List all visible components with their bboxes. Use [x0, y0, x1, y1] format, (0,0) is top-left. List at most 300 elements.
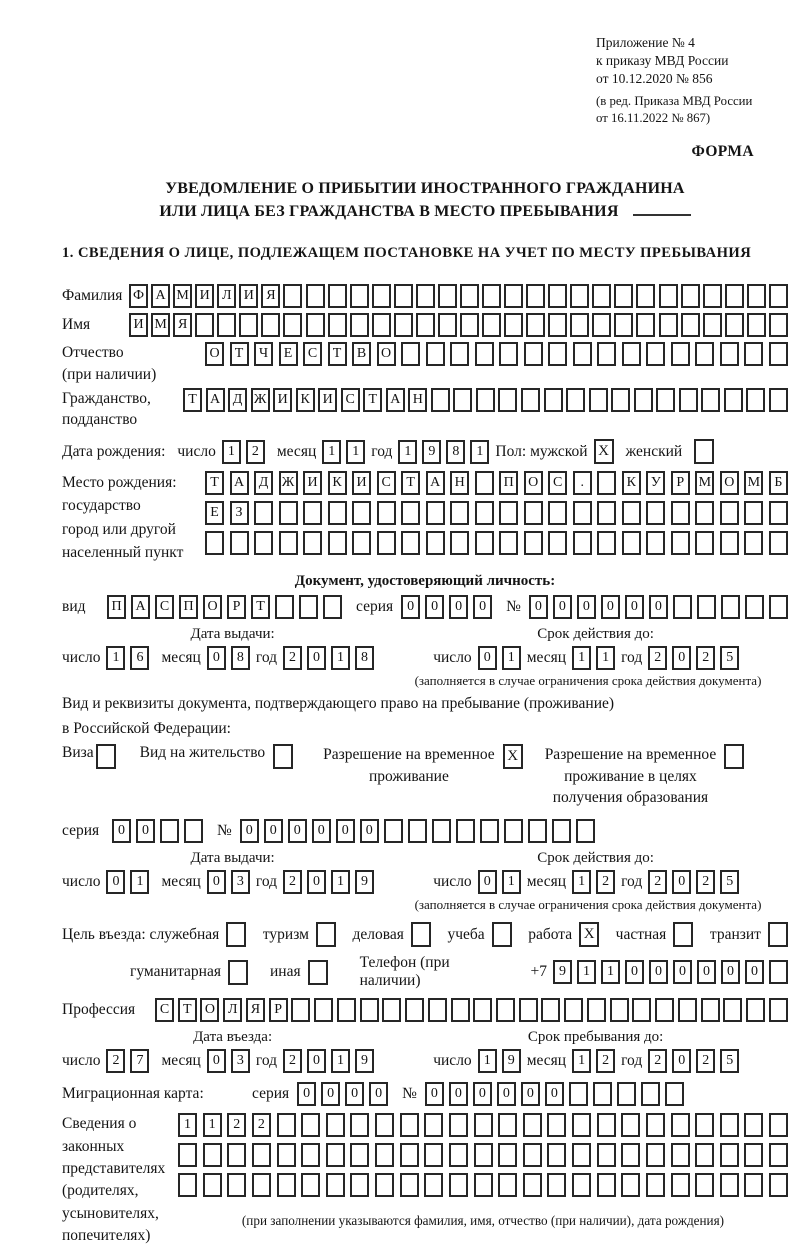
char-cell[interactable]	[720, 501, 739, 525]
char-cell[interactable]	[230, 531, 249, 555]
char-cell[interactable]	[573, 531, 592, 555]
char-cell[interactable]: Е	[205, 501, 224, 525]
char-cell[interactable]	[460, 313, 479, 337]
char-cell[interactable]	[548, 501, 567, 525]
char-cell[interactable]	[352, 501, 371, 525]
char-cell[interactable]	[375, 1173, 394, 1197]
char-cell[interactable]	[570, 284, 589, 308]
char-cell[interactable]	[614, 284, 633, 308]
char-cell[interactable]: 1	[577, 960, 596, 984]
char-cell[interactable]: Н	[408, 388, 427, 412]
char-cell[interactable]	[576, 819, 595, 843]
char-cell[interactable]	[746, 998, 765, 1022]
char-cell[interactable]	[474, 1173, 493, 1197]
char-cell[interactable]	[498, 1173, 517, 1197]
char-cell[interactable]	[301, 1173, 320, 1197]
char-cell[interactable]	[725, 313, 744, 337]
char-cell[interactable]	[350, 1173, 369, 1197]
char-cell[interactable]: А	[230, 471, 249, 495]
char-cell[interactable]	[597, 531, 616, 555]
char-cell[interactable]: 0	[288, 819, 307, 843]
char-cell[interactable]: 3	[231, 870, 250, 894]
char-cell[interactable]	[428, 998, 447, 1022]
char-cell[interactable]	[178, 1143, 197, 1167]
char-cell[interactable]	[671, 1143, 690, 1167]
char-cell[interactable]	[372, 284, 391, 308]
char-cell[interactable]: Д	[254, 471, 273, 495]
char-cell[interactable]	[254, 501, 273, 525]
char-cell[interactable]	[720, 1143, 739, 1167]
char-cell[interactable]	[597, 471, 616, 495]
char-cell[interactable]: 5	[720, 870, 739, 894]
char-cell[interactable]	[160, 819, 179, 843]
char-cell[interactable]	[593, 1082, 612, 1106]
char-cell[interactable]: С	[303, 342, 322, 366]
char-cell[interactable]: 0	[478, 870, 497, 894]
char-cell[interactable]	[544, 388, 563, 412]
char-cell[interactable]	[617, 1082, 636, 1106]
char-cell[interactable]: 2	[648, 1049, 667, 1073]
char-cell[interactable]: О	[377, 342, 396, 366]
char-cell[interactable]: А	[151, 284, 170, 308]
char-cell[interactable]: К	[296, 388, 315, 412]
char-cell[interactable]	[573, 342, 592, 366]
char-cell[interactable]	[632, 998, 651, 1022]
char-cell[interactable]	[337, 998, 356, 1022]
char-cell[interactable]: 2	[696, 870, 715, 894]
char-cell[interactable]: 0	[307, 646, 326, 670]
char-cell[interactable]	[275, 595, 294, 619]
char-cell[interactable]	[301, 1143, 320, 1167]
char-cell[interactable]: 1	[106, 646, 125, 670]
char-cell[interactable]: И	[318, 388, 337, 412]
char-cell[interactable]	[499, 501, 518, 525]
char-cell[interactable]	[195, 313, 214, 337]
char-cell[interactable]: Т	[401, 471, 420, 495]
char-cell[interactable]	[277, 1173, 296, 1197]
char-cell[interactable]: 0	[497, 1082, 516, 1106]
char-cell[interactable]	[622, 501, 641, 525]
char-cell[interactable]	[377, 531, 396, 555]
char-cell[interactable]: П	[179, 595, 198, 619]
char-cell[interactable]	[769, 284, 788, 308]
char-cell[interactable]: 0	[106, 870, 125, 894]
char-cell[interactable]	[636, 284, 655, 308]
char-cell[interactable]	[659, 284, 678, 308]
purpose-other-checkbox[interactable]	[308, 960, 328, 985]
char-cell[interactable]: Т	[328, 342, 347, 366]
char-cell[interactable]: 0	[112, 819, 131, 843]
char-cell[interactable]	[597, 1173, 616, 1197]
char-cell[interactable]: Ж	[279, 471, 298, 495]
char-cell[interactable]	[665, 1082, 684, 1106]
char-cell[interactable]: Ф	[129, 284, 148, 308]
char-cell[interactable]	[747, 284, 766, 308]
char-cell[interactable]	[203, 1173, 222, 1197]
char-cell[interactable]	[350, 284, 369, 308]
char-cell[interactable]	[375, 1113, 394, 1137]
char-cell[interactable]	[701, 998, 720, 1022]
char-cell[interactable]	[303, 531, 322, 555]
char-cell[interactable]	[572, 1173, 591, 1197]
char-cell[interactable]: О	[720, 471, 739, 495]
char-cell[interactable]: 1	[398, 440, 417, 464]
char-cell[interactable]: 1	[572, 870, 591, 894]
char-cell[interactable]: 0	[240, 819, 259, 843]
char-cell[interactable]: 1	[331, 646, 350, 670]
char-cell[interactable]: 0	[649, 960, 668, 984]
char-cell[interactable]	[432, 819, 451, 843]
char-cell[interactable]: 2	[283, 870, 302, 894]
char-cell[interactable]	[328, 313, 347, 337]
char-cell[interactable]	[769, 998, 788, 1022]
char-cell[interactable]: У	[646, 471, 665, 495]
char-cell[interactable]	[541, 998, 560, 1022]
char-cell[interactable]: М	[151, 313, 170, 337]
char-cell[interactable]	[352, 531, 371, 555]
char-cell[interactable]	[573, 501, 592, 525]
char-cell[interactable]	[499, 342, 518, 366]
char-cell[interactable]	[655, 998, 674, 1022]
char-cell[interactable]	[611, 388, 630, 412]
char-cell[interactable]	[498, 1113, 517, 1137]
char-cell[interactable]	[610, 998, 629, 1022]
char-cell[interactable]	[252, 1173, 271, 1197]
char-cell[interactable]	[523, 1173, 542, 1197]
char-cell[interactable]	[475, 531, 494, 555]
char-cell[interactable]: 0	[697, 960, 716, 984]
char-cell[interactable]: 0	[207, 870, 226, 894]
char-cell[interactable]	[401, 501, 420, 525]
char-cell[interactable]: 1	[331, 870, 350, 894]
char-cell[interactable]	[303, 501, 322, 525]
char-cell[interactable]	[306, 284, 325, 308]
char-cell[interactable]	[744, 342, 763, 366]
char-cell[interactable]	[350, 1113, 369, 1137]
char-cell[interactable]: 2	[696, 1049, 715, 1073]
char-cell[interactable]: Я	[246, 998, 265, 1022]
char-cell[interactable]	[671, 1173, 690, 1197]
char-cell[interactable]	[695, 1113, 714, 1137]
char-cell[interactable]	[400, 1173, 419, 1197]
char-cell[interactable]: П	[499, 471, 518, 495]
char-cell[interactable]	[769, 1113, 788, 1137]
char-cell[interactable]: 7	[130, 1049, 149, 1073]
char-cell[interactable]: 1	[203, 1113, 222, 1137]
char-cell[interactable]	[291, 998, 310, 1022]
char-cell[interactable]: 5	[720, 646, 739, 670]
char-cell[interactable]: 2	[252, 1113, 271, 1137]
char-cell[interactable]: К	[622, 471, 641, 495]
char-cell[interactable]: Н	[450, 471, 469, 495]
char-cell[interactable]: 0	[521, 1082, 540, 1106]
char-cell[interactable]: Ж	[251, 388, 270, 412]
char-cell[interactable]: 1	[331, 1049, 350, 1073]
char-cell[interactable]	[659, 313, 678, 337]
char-cell[interactable]	[449, 1113, 468, 1137]
char-cell[interactable]: 1	[470, 440, 489, 464]
char-cell[interactable]: 2	[648, 870, 667, 894]
char-cell[interactable]: 0	[425, 1082, 444, 1106]
char-cell[interactable]	[375, 1143, 394, 1167]
char-cell[interactable]	[723, 998, 742, 1022]
char-cell[interactable]	[695, 342, 714, 366]
char-cell[interactable]	[205, 531, 224, 555]
char-cell[interactable]: М	[695, 471, 714, 495]
char-cell[interactable]	[277, 1113, 296, 1137]
char-cell[interactable]: 1	[130, 870, 149, 894]
char-cell[interactable]: Е	[279, 342, 298, 366]
char-cell[interactable]	[382, 998, 401, 1022]
char-cell[interactable]	[227, 1143, 246, 1167]
char-cell[interactable]	[326, 1173, 345, 1197]
char-cell[interactable]: Т	[363, 388, 382, 412]
char-cell[interactable]: 5	[720, 1049, 739, 1073]
purpose-tourism-checkbox[interactable]	[316, 922, 336, 947]
char-cell[interactable]: 1	[502, 870, 521, 894]
char-cell[interactable]: 0	[672, 870, 691, 894]
char-cell[interactable]	[646, 342, 665, 366]
char-cell[interactable]: 0	[601, 595, 620, 619]
char-cell[interactable]	[681, 284, 700, 308]
char-cell[interactable]	[720, 1173, 739, 1197]
char-cell[interactable]	[279, 501, 298, 525]
char-cell[interactable]: С	[341, 388, 360, 412]
char-cell[interactable]: Р	[269, 998, 288, 1022]
char-cell[interactable]	[701, 388, 720, 412]
char-cell[interactable]: 0	[745, 960, 764, 984]
char-cell[interactable]: И	[303, 471, 322, 495]
char-cell[interactable]	[597, 1113, 616, 1137]
char-cell[interactable]	[725, 284, 744, 308]
char-cell[interactable]: Ч	[254, 342, 273, 366]
char-cell[interactable]	[323, 595, 342, 619]
char-cell[interactable]	[547, 1143, 566, 1167]
char-cell[interactable]	[547, 1113, 566, 1137]
char-cell[interactable]	[426, 342, 445, 366]
char-cell[interactable]: 1	[222, 440, 241, 464]
char-cell[interactable]	[474, 1113, 493, 1137]
char-cell[interactable]	[703, 313, 722, 337]
char-cell[interactable]: 2	[648, 646, 667, 670]
char-cell[interactable]	[671, 531, 690, 555]
char-cell[interactable]: 0	[345, 1082, 364, 1106]
char-cell[interactable]	[769, 501, 788, 525]
char-cell[interactable]: 2	[227, 1113, 246, 1137]
char-cell[interactable]: З	[230, 501, 249, 525]
male-checkbox[interactable]: X	[594, 439, 614, 464]
char-cell[interactable]	[328, 531, 347, 555]
char-cell[interactable]	[526, 313, 545, 337]
char-cell[interactable]	[299, 595, 318, 619]
char-cell[interactable]	[747, 313, 766, 337]
char-cell[interactable]	[769, 531, 788, 555]
char-cell[interactable]: 0	[336, 819, 355, 843]
char-cell[interactable]: Д	[228, 388, 247, 412]
char-cell[interactable]	[744, 1113, 763, 1137]
char-cell[interactable]: Т	[251, 595, 270, 619]
char-cell[interactable]	[401, 531, 420, 555]
char-cell[interactable]	[572, 1143, 591, 1167]
char-cell[interactable]: 1	[478, 1049, 497, 1073]
char-cell[interactable]	[769, 388, 788, 412]
char-cell[interactable]	[326, 1113, 345, 1137]
char-cell[interactable]	[695, 501, 714, 525]
char-cell[interactable]	[360, 998, 379, 1022]
char-cell[interactable]	[499, 531, 518, 555]
char-cell[interactable]: А	[386, 388, 405, 412]
char-cell[interactable]	[400, 1143, 419, 1167]
char-cell[interactable]: П	[107, 595, 126, 619]
char-cell[interactable]: Б	[769, 471, 788, 495]
char-cell[interactable]: 2	[596, 870, 615, 894]
purpose-humanitarian-checkbox[interactable]	[228, 960, 248, 985]
char-cell[interactable]: 1	[502, 646, 521, 670]
char-cell[interactable]: 1	[601, 960, 620, 984]
edu-permit-checkbox[interactable]	[724, 744, 744, 769]
char-cell[interactable]: С	[548, 471, 567, 495]
char-cell[interactable]	[671, 342, 690, 366]
char-cell[interactable]	[326, 1143, 345, 1167]
char-cell[interactable]	[475, 342, 494, 366]
char-cell[interactable]	[519, 998, 538, 1022]
char-cell[interactable]	[671, 501, 690, 525]
char-cell[interactable]: Я	[173, 313, 192, 337]
char-cell[interactable]: 1	[178, 1113, 197, 1137]
char-cell[interactable]: И	[273, 388, 292, 412]
char-cell[interactable]: 0	[473, 595, 492, 619]
char-cell[interactable]: 0	[297, 1082, 316, 1106]
char-cell[interactable]	[720, 342, 739, 366]
char-cell[interactable]	[646, 501, 665, 525]
char-cell[interactable]: 0	[449, 595, 468, 619]
char-cell[interactable]: А	[131, 595, 150, 619]
char-cell[interactable]	[552, 819, 571, 843]
char-cell[interactable]	[450, 342, 469, 366]
char-cell[interactable]: 0	[321, 1082, 340, 1106]
char-cell[interactable]: 0	[307, 870, 326, 894]
char-cell[interactable]	[449, 1173, 468, 1197]
char-cell[interactable]	[426, 531, 445, 555]
char-cell[interactable]	[697, 595, 716, 619]
char-cell[interactable]	[279, 531, 298, 555]
char-cell[interactable]	[482, 313, 501, 337]
char-cell[interactable]	[401, 342, 420, 366]
char-cell[interactable]	[203, 1143, 222, 1167]
char-cell[interactable]	[277, 1143, 296, 1167]
char-cell[interactable]: Т	[178, 998, 197, 1022]
char-cell[interactable]	[449, 1143, 468, 1167]
char-cell[interactable]	[621, 1113, 640, 1137]
char-cell[interactable]: Т	[205, 471, 224, 495]
purpose-study-checkbox[interactable]	[492, 922, 512, 947]
char-cell[interactable]	[283, 284, 302, 308]
char-cell[interactable]	[416, 284, 435, 308]
char-cell[interactable]	[350, 313, 369, 337]
char-cell[interactable]	[504, 313, 523, 337]
char-cell[interactable]	[475, 471, 494, 495]
char-cell[interactable]	[408, 819, 427, 843]
char-cell[interactable]: С	[155, 998, 174, 1022]
char-cell[interactable]	[460, 284, 479, 308]
char-cell[interactable]	[570, 313, 589, 337]
char-cell[interactable]	[746, 388, 765, 412]
char-cell[interactable]	[572, 1113, 591, 1137]
char-cell[interactable]	[450, 501, 469, 525]
char-cell[interactable]: 0	[207, 646, 226, 670]
char-cell[interactable]	[769, 313, 788, 337]
char-cell[interactable]: 0	[721, 960, 740, 984]
char-cell[interactable]	[679, 388, 698, 412]
char-cell[interactable]	[496, 998, 515, 1022]
char-cell[interactable]	[526, 284, 545, 308]
char-cell[interactable]	[589, 388, 608, 412]
char-cell[interactable]	[405, 998, 424, 1022]
char-cell[interactable]: Т	[230, 342, 249, 366]
char-cell[interactable]	[328, 501, 347, 525]
char-cell[interactable]	[769, 595, 788, 619]
char-cell[interactable]	[744, 501, 763, 525]
char-cell[interactable]: 8	[446, 440, 465, 464]
char-cell[interactable]	[592, 284, 611, 308]
char-cell[interactable]: Л	[217, 284, 236, 308]
char-cell[interactable]	[524, 501, 543, 525]
char-cell[interactable]	[400, 1113, 419, 1137]
char-cell[interactable]	[451, 998, 470, 1022]
char-cell[interactable]	[394, 313, 413, 337]
char-cell[interactable]: Р	[671, 471, 690, 495]
char-cell[interactable]	[438, 313, 457, 337]
char-cell[interactable]	[521, 388, 540, 412]
char-cell[interactable]	[671, 1113, 690, 1137]
char-cell[interactable]	[621, 1173, 640, 1197]
char-cell[interactable]: 0	[307, 1049, 326, 1073]
char-cell[interactable]	[504, 284, 523, 308]
char-cell[interactable]	[450, 531, 469, 555]
char-cell[interactable]: 0	[369, 1082, 388, 1106]
char-cell[interactable]	[217, 313, 236, 337]
char-cell[interactable]	[424, 1113, 443, 1137]
char-cell[interactable]	[476, 388, 495, 412]
char-cell[interactable]	[703, 284, 722, 308]
char-cell[interactable]: 2	[106, 1049, 125, 1073]
char-cell[interactable]	[431, 388, 450, 412]
char-cell[interactable]: О	[205, 342, 224, 366]
char-cell[interactable]	[597, 1143, 616, 1167]
char-cell[interactable]	[394, 284, 413, 308]
purpose-private-checkbox[interactable]	[673, 922, 693, 947]
char-cell[interactable]: И	[239, 284, 258, 308]
char-cell[interactable]	[416, 313, 435, 337]
char-cell[interactable]	[523, 1113, 542, 1137]
char-cell[interactable]	[744, 1173, 763, 1197]
char-cell[interactable]	[646, 1173, 665, 1197]
char-cell[interactable]	[621, 1143, 640, 1167]
char-cell[interactable]	[721, 595, 740, 619]
char-cell[interactable]: 1	[346, 440, 365, 464]
char-cell[interactable]	[548, 342, 567, 366]
char-cell[interactable]: 0	[207, 1049, 226, 1073]
char-cell[interactable]	[261, 313, 280, 337]
char-cell[interactable]: 0	[625, 595, 644, 619]
char-cell[interactable]: 0	[401, 595, 420, 619]
char-cell[interactable]	[283, 313, 302, 337]
char-cell[interactable]	[548, 531, 567, 555]
char-cell[interactable]	[424, 1143, 443, 1167]
char-cell[interactable]: К	[328, 471, 347, 495]
char-cell[interactable]	[254, 531, 273, 555]
char-cell[interactable]	[636, 313, 655, 337]
